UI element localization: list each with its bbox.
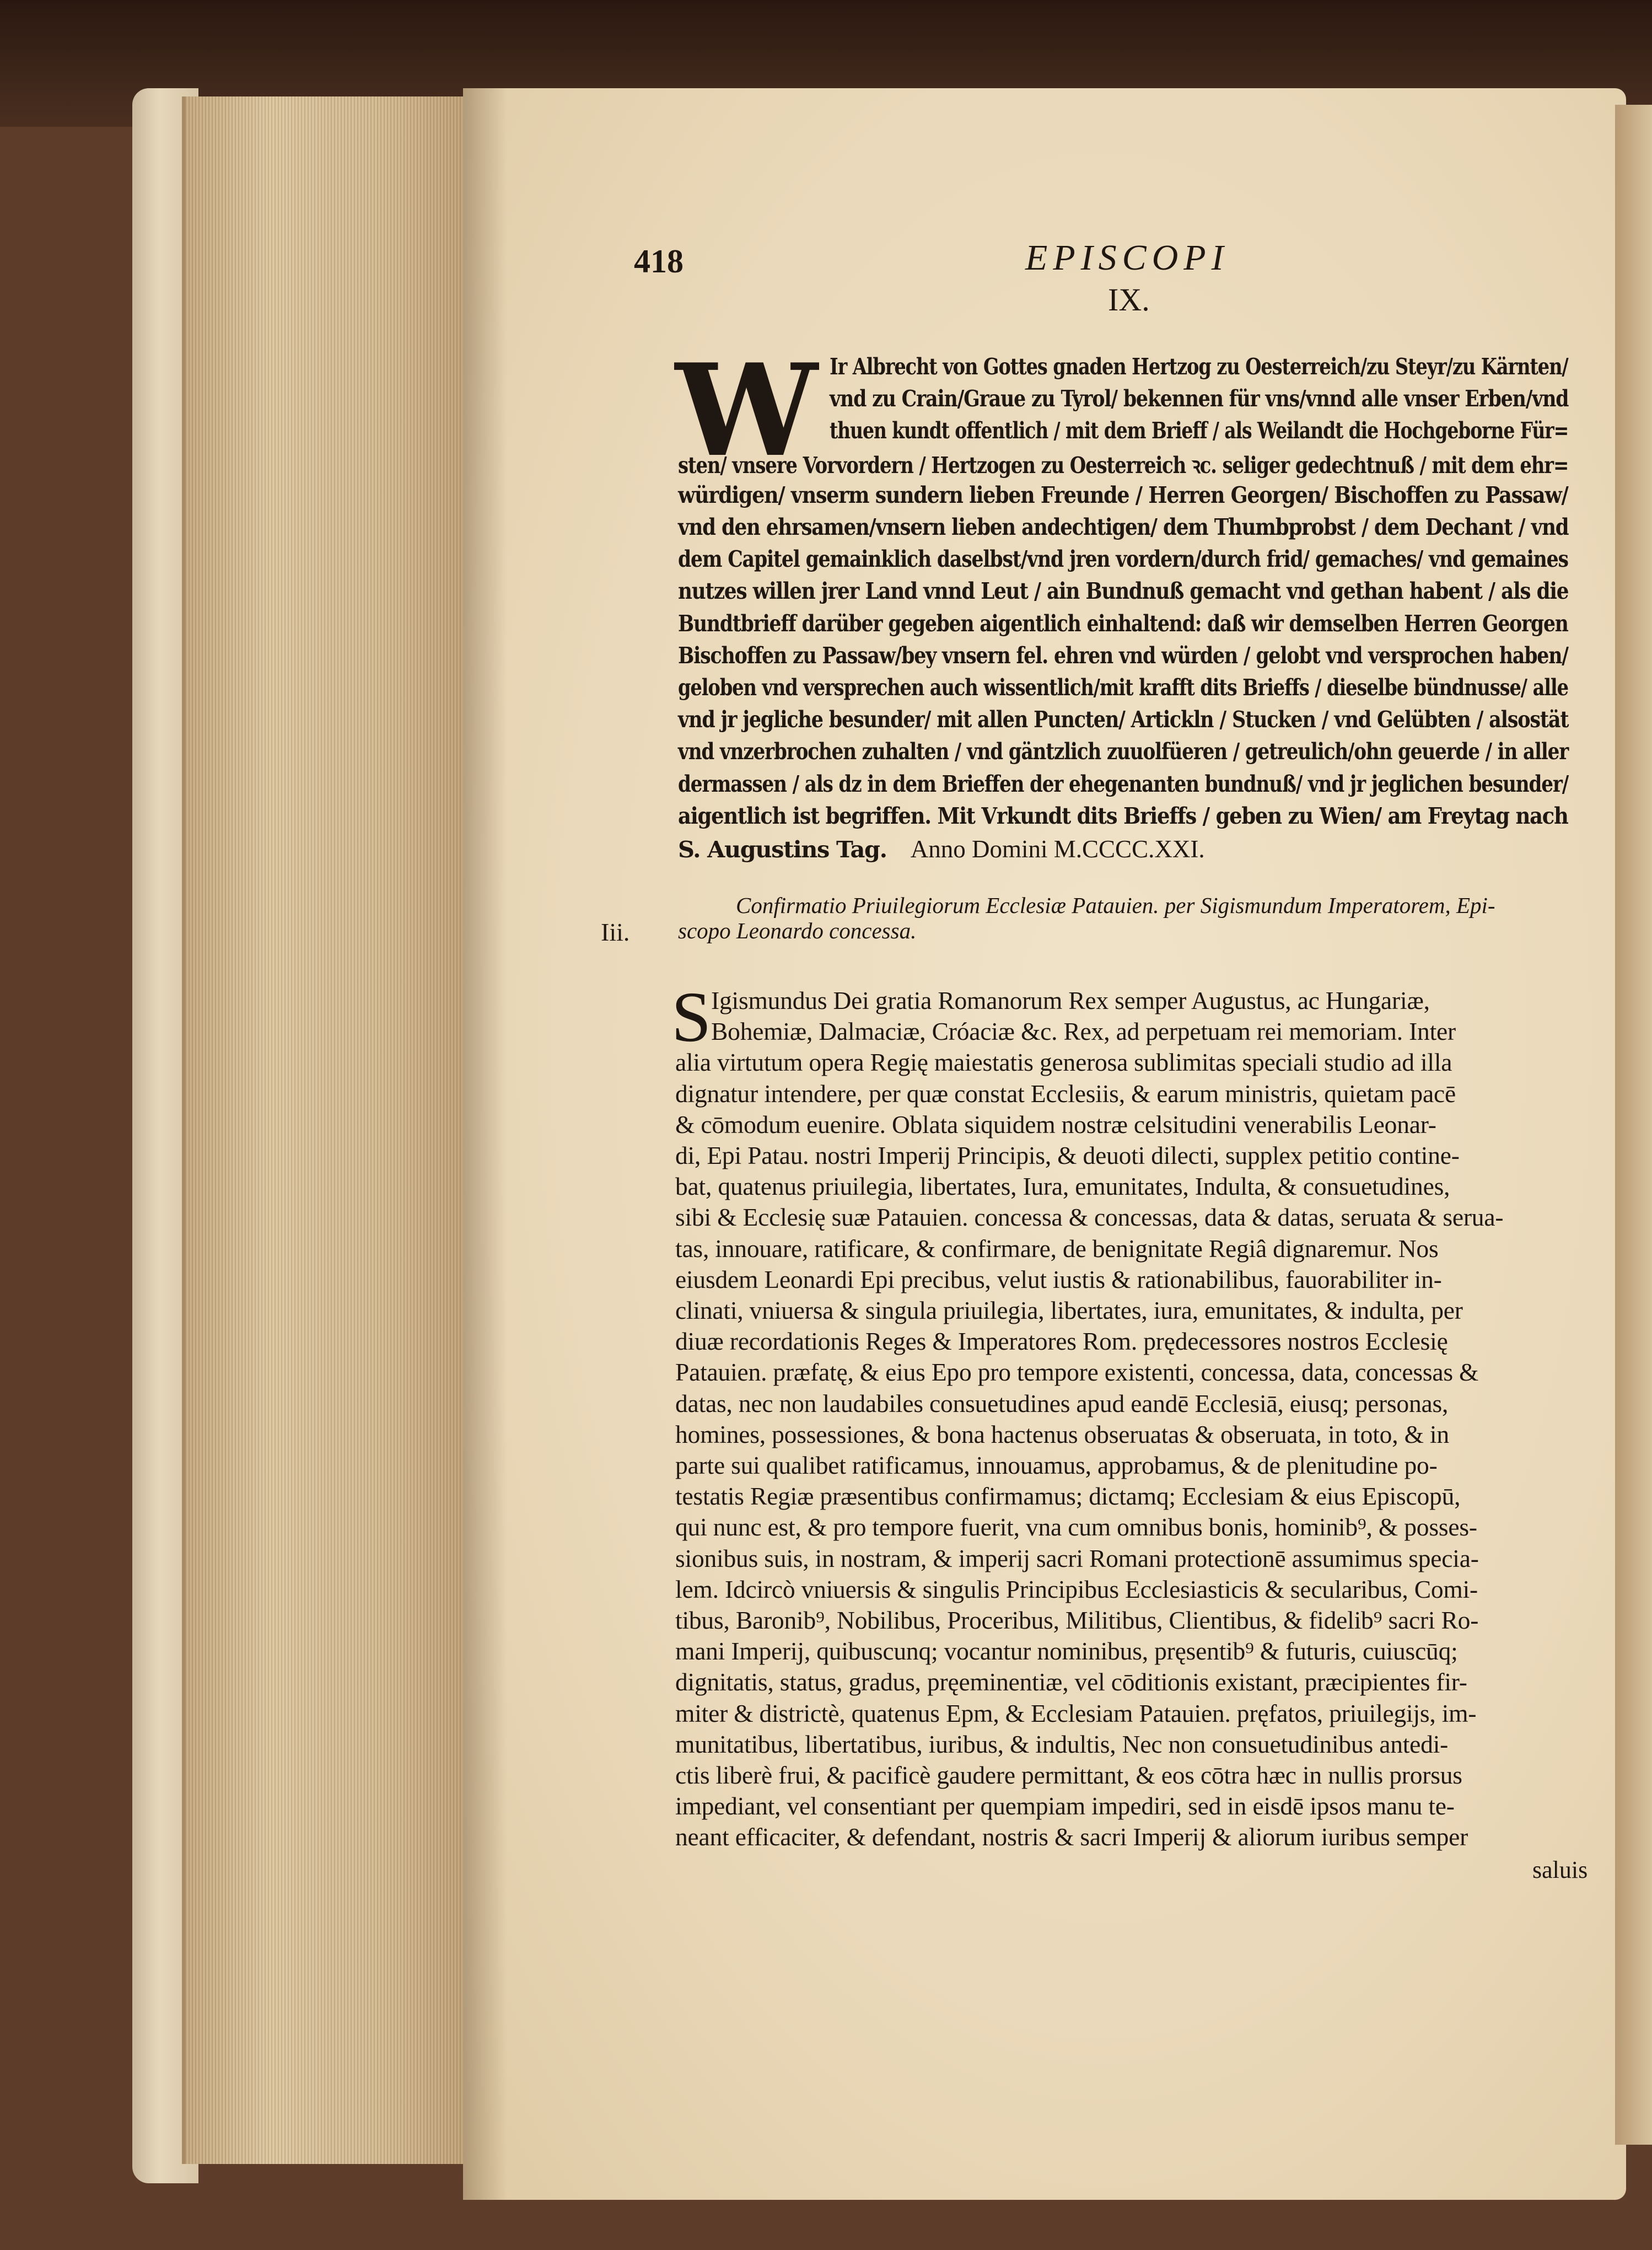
- latin-line: homines, possessiones, & bona hactenus obseruatas & obseruata, in toto, & in: [675, 1420, 1449, 1448]
- german-line: dem Capitel gemainklich daselbst/vnd jren vordern/durch frid/ gemaches/ vnd gemaines: [678, 545, 1568, 573]
- latin-line: testatis Regiæ præsentibus confirmamus; dictamq; Ecclesiam & eius Episcopū,: [675, 1482, 1461, 1511]
- latin-line: miter & districtè, quatenus Epm, & Ecclesiam Patauien. pręfatos, priuilegijs, im-: [675, 1699, 1477, 1727]
- running-head: EPISCOPI: [1025, 238, 1229, 278]
- german-line: vnd vnzerbrochen zuhalten / vnd gäntzlich zuuolfüeren / getreulich/ohn geuerde / in aller: [678, 738, 1569, 765]
- latin-line: qui nunc est, & pro tempore fuerit, vna cum omnibus bonis, hominib⁹, & posses-: [675, 1513, 1477, 1542]
- latin-line: & cōmodum euenire. Oblata siquidem nostræ celsitudini venerabilis Leonar-: [675, 1110, 1436, 1139]
- german-line: nutzes willen jrer Land vnnd Leut / ain Bundnuß gemacht vnd gethan habent / als die: [678, 577, 1569, 605]
- latin-line: impediant, vel consentiant per quempiam impediri, sed in eisdē ipsos manu te-: [675, 1792, 1455, 1821]
- catchword: saluis: [1532, 1856, 1588, 1883]
- latin-line: dignatur intendere, per quæ constat Ecclesiis, & earum ministris, quietam pacē: [675, 1079, 1456, 1108]
- latin-line: neant efficaciter, & defendant, nostris & sacri Imperij & aliorum iuribus semper: [675, 1823, 1468, 1851]
- caption-line-1: Confirmatio Priuilegiorum Ecclesiæ Patauien. per Sigismundum Imperatorem, Epi-: [736, 893, 1495, 918]
- latin-drop-cap: S: [671, 978, 712, 1057]
- german-line: Ir Albrecht von Gottes gnaden Hertzog zu Oesterreich/zu Steyr/zu Kärnten/: [830, 353, 1568, 380]
- german-closing-line: [678, 835, 1205, 863]
- latin-line: eiusdem Leonardi Epi precibus, velut iustis & rationabilibus, fauorabiliter in-: [675, 1265, 1442, 1293]
- latin-line: bat, quatenus priuilegia, libertates, Iura, emunitates, Indulta, & consuetudines,: [675, 1172, 1450, 1201]
- german-line: aigentlich ist begriffen. Mit Vrkundt dits Brieffs / geben zu Wien/ am Freytag nach: [678, 802, 1568, 829]
- margin-note: Iii.: [601, 918, 630, 946]
- german-line: vnd den ehrsamen/vnsern lieben andechtigen/ dem Thumbprobst / dem Dechant / vnd: [678, 513, 1569, 540]
- latin-line: clinati, vniuersa & singula priuilegia, libertates, iura, emunitates, & indulta, per: [675, 1296, 1463, 1324]
- german-line: sten/ vnsere Vorvordern / Hertzogen zu Oesterreich ꝛc. seliger gedechtnuß / mit dem ehr=: [678, 451, 1569, 479]
- german-line: thuen kundt offentlich / mit dem Brieff / als Weilandt die Hochgeborne Für=: [830, 417, 1569, 444]
- german-line: Bischoffen zu Passaw/bey vnsern fel. ehren vnd würden / gelobt vnd versprochen haben/: [678, 641, 1568, 669]
- german-line: dermassen / als dz in dem Brieffen der ehegenanten bundnuß/ vnd jr jeglichen besunder/: [678, 770, 1569, 797]
- latin-line: Bohemiæ, Dalmaciæ, Cróaciæ &c. Rex, ad perpetuam rei memoriam. Inter: [711, 1017, 1456, 1046]
- caption-line-2: scopo Leonardo concessa.: [678, 918, 917, 943]
- section-number: IX.: [1108, 282, 1150, 318]
- page-block-edge: [182, 96, 472, 2164]
- latin-line: datas, nec non laudabiles consuetudines apud eandē Ecclesiā, eiusq; personas,: [675, 1389, 1449, 1417]
- german-line: geloben vnd versprechen auch wissentlich/mit krafft dits Brieffs / dieselbe bündnusse/ alle: [678, 674, 1568, 701]
- latin-line: mani Imperij, quibuscunq; vocantur nominibus, pręsentib⁹ & futuris, cuiuscūq;: [675, 1637, 1458, 1666]
- german-line: würdigen/ vnserm sundern lieben Freunde / Herren Georgen/ Bischoffen zu Passaw/: [678, 481, 1568, 508]
- latin-line: parte sui qualibet ratificamus, innouamus, approbamus, & de plenitudine po-: [675, 1451, 1438, 1479]
- german-closing-date: Anno Domini M.CCCC.XXI.: [910, 835, 1205, 863]
- german-line: vnd zu Crain/Graue zu Tyrol/ bekennen für vns/vnnd alle vnser Erben/vnd: [830, 385, 1569, 412]
- latin-line: tibus, Baronib⁹, Nobilibus, Proceribus, Militibus, Clientibus, & fidelib⁹ sacri Ro-: [675, 1606, 1479, 1634]
- german-line: vnd jr jegliche besunder/ mit allen Puncten/ Artickln / Stucken / vnd Gelübten / alsostät: [678, 706, 1569, 733]
- facing-page-edge: [1615, 105, 1652, 2145]
- german-drop-cap: W: [675, 336, 818, 485]
- german-closing-blackletter: S. Augustins Tag.: [678, 836, 887, 863]
- latin-line: sionibus suis, in nostram, & imperij sacri Romani protectionē assumimus specia-: [675, 1544, 1479, 1572]
- latin-line: di, Epi Patau. nostri Imperij Principis, & deuoti dilecti, supplex petitio contine-: [675, 1141, 1460, 1169]
- latin-line: dignitatis, status, gradus, pręeminentiæ, vel cōditionis existant, præcipientes fir-: [675, 1668, 1467, 1696]
- latin-line: tas, innouare, ratificare, & confirmare, de benignitate Regiâ dignaremur. Nos: [675, 1234, 1439, 1263]
- latin-line: munitatibus, libertatibus, iuribus, & indultis, Nec non consuetudinibus antedi-: [675, 1730, 1449, 1758]
- german-line: Bundtbrieff darüber gegeben aigentlich einhaltend: daß wir demselben Herren Georgen: [678, 609, 1568, 637]
- latin-line: ctis liberè frui, & pacificè gaudere permittant, & eos cōtra hæc in nullis prorsus: [675, 1761, 1462, 1789]
- latin-line: sibi & Ecclesię suæ Patauien. concessa & concessas, data & datas, seruata & serua-: [675, 1203, 1504, 1232]
- latin-line: Patauien. præfatę, & eius Epo pro tempore existenti, concessa, data, concessas &: [675, 1358, 1479, 1387]
- latin-line: Igismundus Dei gratia Romanorum Rex semper Augustus, ac Hungariæ,: [711, 986, 1430, 1014]
- latin-line: diuæ recordationis Reges & Imperatores Rom. prędecessores nostros Ecclesię: [675, 1327, 1448, 1356]
- gutter-shadow: [463, 88, 507, 2200]
- latin-line: alia virtutum opera Regię maiestatis generosa sublimitas speciali studio ad illa: [675, 1048, 1452, 1077]
- latin-line: lem. Idcircò vniuersis & singulis Principibus Ecclesiasticis & secularibus, Comi-: [675, 1575, 1478, 1603]
- page-number: 418: [634, 243, 684, 280]
